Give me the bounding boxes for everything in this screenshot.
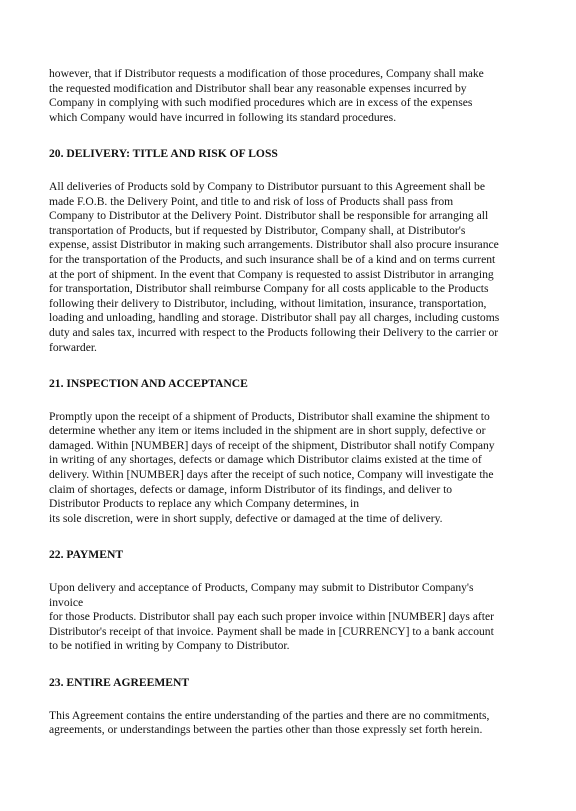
- paragraph-line: delivery. Within [NUMBER] days after the receipt of such notice, Company will investigate the: [49, 468, 494, 482]
- paragraph-line: Company to Distributor at the Delivery Point. Distributor shall be responsible for arranging all: [49, 209, 489, 223]
- paragraph-line: Company in complying with such modified procedures which are in excess of the expenses: [49, 96, 473, 110]
- section-heading: 22. PAYMENT: [49, 548, 124, 562]
- section-delivery: [49, 147, 536, 355]
- paragraph-line: Upon delivery and acceptance of Products, Company may submit to Distributor Company's: [49, 581, 474, 595]
- paragraph-line: claim of shortages, defects or damage, inform Distributor of its findings, and deliver to: [49, 482, 453, 496]
- paragraph-line: its sole discretion, were in short supply, defective or damaged at the time of delivery.: [49, 511, 443, 525]
- paragraph-line: for transportation, Distributor shall reimburse Company for all costs applicable to the Products: [49, 282, 489, 296]
- section-heading: 20. DELIVERY: TITLE AND RISK OF LOSS: [49, 147, 278, 161]
- paragraph-line: This Agreement contains the entire understanding of the parties and there are no commitments,: [49, 708, 490, 722]
- spacer: [49, 355, 536, 377]
- spacer: [49, 526, 536, 548]
- paragraph-line: for those Products. Distributor shall pay each such proper invoice within [NUMBER] days after: [49, 610, 494, 624]
- paragraph-line: transportation of Products, but if requested by Distributor, Company shall, at Distributor's: [49, 223, 466, 237]
- paragraph-line: damaged. Within [NUMBER] days of receipt of the shipment, Distributor shall notify Company: [49, 438, 495, 452]
- section-paragraph: [49, 410, 536, 527]
- section-paragraph: [49, 581, 536, 654]
- intro-paragraph: [49, 67, 536, 125]
- paragraph-line: invoice: [49, 595, 84, 609]
- paragraph-line: duty and sales tax, incurred with respect to the Products following their Delivery to the carrier or: [49, 325, 499, 339]
- section-paragraph: [49, 709, 536, 738]
- paragraph-line: the requested modification and Distributor shall bear any reasonable expenses incurred by: [49, 81, 467, 95]
- spacer: [49, 654, 536, 676]
- section-heading: 21. INSPECTION AND ACCEPTANCE: [49, 377, 248, 391]
- paragraph-line: following their delivery to Distributor, including, without limitation, insurance, transportation,: [49, 296, 487, 310]
- paragraph-line: expense, assist Distributor in making such arrangements. Distributor shall also procure insurance: [49, 238, 499, 252]
- section-inspection: [49, 377, 536, 526]
- section-payment: [49, 548, 536, 654]
- spacer: [49, 563, 536, 581]
- section-heading: 23. ENTIRE AGREEMENT: [49, 676, 190, 689]
- paragraph-line: Promptly upon the receipt of a shipment of Products, Distributor shall examine the shipment to: [49, 409, 490, 423]
- paragraph-line: determine whether any item or items included in the shipment are in short supply, defective or: [49, 424, 486, 438]
- paragraph-line: for the transportation of the Products, and such insurance shall be of a kind and on terms current: [49, 252, 496, 266]
- paragraph-line: made F.O.B. the Delivery Point, and title to and risk of loss of Products shall pass from: [49, 194, 454, 208]
- paragraph-line: which Company would have incurred in following its standard procedures.: [49, 110, 397, 124]
- spacer: [49, 691, 536, 709]
- spacer: [49, 125, 536, 147]
- paragraph-line: to be notified in writing by Company to Distributor.: [49, 639, 290, 653]
- paragraph-line: in writing of any shortages, defects or damage which Distributor claims existed at the time of: [49, 453, 482, 467]
- paragraph-line: All deliveries of Products sold by Company to Distributor pursuant to this Agreement shall be: [49, 179, 485, 193]
- spacer: [49, 392, 536, 410]
- section-entire-agreement: [49, 676, 536, 738]
- paragraph-line: loading and unloading, handling and storage. Distributor shall pay all charges, including customs: [49, 311, 500, 325]
- paragraph-line: Distributor Products to replace any which Company determines, in: [49, 497, 360, 511]
- spacer: [49, 162, 536, 180]
- paragraph-line: forwarder.: [49, 340, 97, 354]
- paragraph-line: however, that if Distributor requests a modification of those procedures, Company shall make: [49, 67, 484, 80]
- paragraph-line: agreements, or understandings between the parties other than those expressly set forth herein.: [49, 723, 483, 737]
- paragraph-line: Distributor's receipt of that invoice. Payment shall be made in [CURRENCY] to a bank account: [49, 624, 494, 638]
- paragraph-line: at the port of shipment. In the event that Company is requested to assist Distributor in arranging: [49, 267, 494, 281]
- section-paragraph: [49, 180, 536, 355]
